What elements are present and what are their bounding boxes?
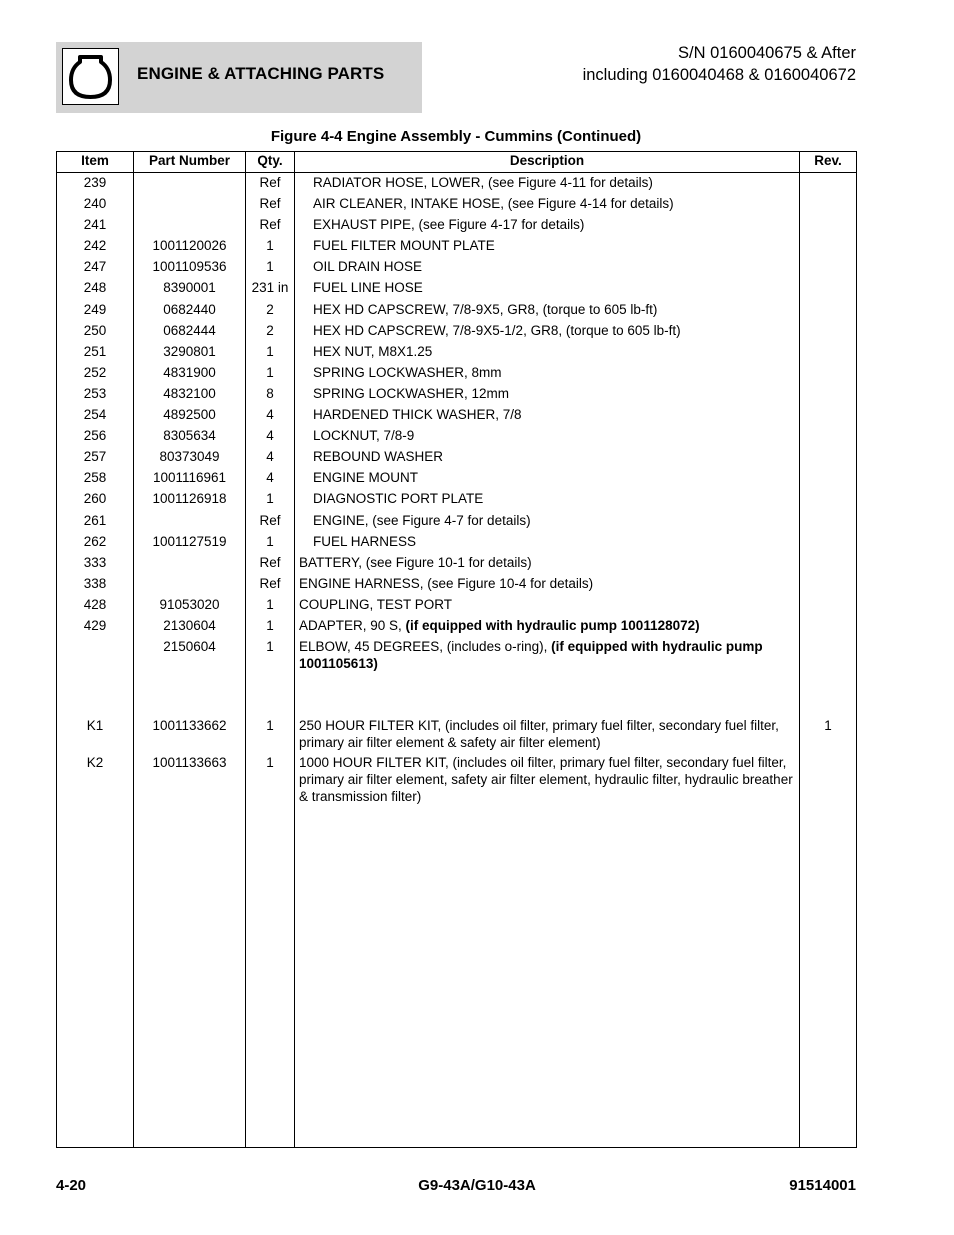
description-cell: FUEL LINE HOSE: [295, 278, 800, 299]
qty-cell: 231 in: [246, 278, 295, 299]
description-cell: SPRING LOCKWASHER, 8mm: [295, 363, 800, 384]
part-number-cell: [134, 215, 246, 236]
part-number-cell: [134, 574, 246, 595]
table-row: [57, 342, 857, 363]
description-cell: [295, 637, 800, 716]
rev-cell: [800, 511, 857, 532]
col-header-part-number: Part Number: [134, 152, 246, 173]
engine-section-icon: [62, 48, 119, 105]
part-number-cell: 4831900: [134, 363, 246, 384]
description-cell: 1000 HOUR FILTER KIT, (includes oil filter, primary fuel filter, secondary fuel filter, primary air filter element, safety air filter element, hydraulic filter, hydraulic breather & transmission filter): [295, 753, 800, 1147]
item-cell: 240: [57, 194, 134, 215]
part-number-cell: 8390001: [134, 278, 246, 299]
item-cell: 262: [57, 532, 134, 553]
item-cell: 260: [57, 489, 134, 510]
part-number-cell: 1001116961: [134, 468, 246, 489]
description-note: (if equipped with hydraulic pump 1001105613): [299, 639, 763, 672]
description-cell: 250 HOUR FILTER KIT, (includes oil filter, primary fuel filter, secondary fuel filter, primary air filter element & safety air filter element): [295, 716, 800, 753]
description-text: ADAPTER, 90 S,: [299, 617, 406, 633]
rev-cell: [800, 215, 857, 236]
item-cell: 253: [57, 384, 134, 405]
rev-cell: [800, 384, 857, 405]
item-cell: 256: [57, 426, 134, 447]
table-row: [57, 716, 857, 753]
table-row: [57, 553, 857, 574]
rev-cell: [800, 342, 857, 363]
rev-cell: [800, 574, 857, 595]
rev-cell: [800, 637, 857, 716]
item-cell: 258: [57, 468, 134, 489]
qty-cell: 1: [246, 257, 295, 278]
part-number-cell: [134, 511, 246, 532]
table-row: [57, 215, 857, 236]
rev-cell: [800, 426, 857, 447]
table-row: [57, 384, 857, 405]
part-number-cell: 91053020: [134, 595, 246, 616]
item-cell: 254: [57, 405, 134, 426]
item-cell: 261: [57, 511, 134, 532]
part-number-cell: 4892500: [134, 405, 246, 426]
part-number-cell: 1001127519: [134, 532, 246, 553]
description-cell: COUPLING, TEST PORT: [295, 595, 800, 616]
qty-cell: Ref: [246, 574, 295, 595]
description-cell: DIAGNOSTIC PORT PLATE: [295, 489, 800, 510]
part-number-cell: [134, 173, 246, 195]
col-header-description: Description: [295, 152, 800, 173]
item-cell: 428: [57, 595, 134, 616]
table-row: [57, 405, 857, 426]
qty-cell: 1: [246, 616, 295, 637]
table-row: [57, 173, 857, 195]
rev-cell: [800, 278, 857, 299]
qty-cell: 1: [246, 716, 295, 753]
qty-cell: 1: [246, 637, 295, 716]
table-row: [57, 616, 857, 637]
table-row: [57, 300, 857, 321]
item-cell: 248: [57, 278, 134, 299]
qty-cell: 4: [246, 426, 295, 447]
item-cell: K2: [57, 753, 134, 1147]
qty-cell: Ref: [246, 511, 295, 532]
rev-cell: [800, 405, 857, 426]
rev-cell: [800, 553, 857, 574]
qty-cell: 2: [246, 300, 295, 321]
description-cell: ENGINE HARNESS, (see Figure 10-4 for details): [295, 574, 800, 595]
qty-cell: Ref: [246, 553, 295, 574]
description-cell: LOCKNUT, 7/8-9: [295, 426, 800, 447]
qty-cell: 1: [246, 236, 295, 257]
table-row: [57, 363, 857, 384]
table-row: [57, 574, 857, 595]
qty-cell: 1: [246, 753, 295, 1147]
rev-cell: [800, 236, 857, 257]
table-row: [57, 532, 857, 553]
rev-cell: [800, 468, 857, 489]
rev-cell: [800, 753, 857, 1147]
description-note: (if equipped with hydraulic pump 1001128072): [405, 617, 700, 633]
table-header-row: [57, 152, 857, 173]
page-number: 4-20: [56, 1177, 87, 1194]
item-cell: 249: [57, 300, 134, 321]
serial-number-range: [583, 42, 856, 86]
table-row: [57, 426, 857, 447]
part-number-cell: 0682440: [134, 300, 246, 321]
description-cell: HEX HD CAPSCREW, 7/8-9X5-1/2, GR8, (torque to 605 lb-ft): [295, 321, 800, 342]
rev-cell: [800, 489, 857, 510]
part-number-cell: 1001126918: [134, 489, 246, 510]
col-header-rev: Rev.: [800, 152, 857, 173]
qty-cell: 4: [246, 447, 295, 468]
table-row: [57, 257, 857, 278]
table-row: [57, 489, 857, 510]
qty-cell: 2: [246, 321, 295, 342]
part-number-cell: 0682444: [134, 321, 246, 342]
qty-cell: 1: [246, 489, 295, 510]
item-cell: 257: [57, 447, 134, 468]
description-cell: HARDENED THICK WASHER, 7/8: [295, 405, 800, 426]
item-cell: K1: [57, 716, 134, 753]
item-cell: 250: [57, 321, 134, 342]
qty-cell: 1: [246, 595, 295, 616]
rev-cell: [800, 321, 857, 342]
item-cell: 252: [57, 363, 134, 384]
description-cell: ENGINE, (see Figure 4-7 for details): [295, 511, 800, 532]
part-number-cell: 2130604: [134, 616, 246, 637]
part-number-cell: 1001133663: [134, 753, 246, 1147]
table-row: [57, 278, 857, 299]
qty-cell: Ref: [246, 215, 295, 236]
table-row: [57, 236, 857, 257]
parts-table: [56, 151, 857, 1148]
serial-line-1: S/N 0160040675 & After: [678, 44, 856, 62]
table-row: [57, 321, 857, 342]
description-cell: RADIATOR HOSE, LOWER, (see Figure 4-11 for details): [295, 173, 800, 195]
table-row: [57, 753, 857, 1147]
part-number-cell: 1001133662: [134, 716, 246, 753]
rev-cell: [800, 173, 857, 195]
description-text: ELBOW, 45 DEGREES, (includes o-ring),: [299, 639, 552, 655]
rev-cell: [800, 447, 857, 468]
document-number: 91514001: [789, 1177, 856, 1194]
description-cell: [295, 616, 800, 637]
rev-cell: [800, 363, 857, 384]
section-title: ENGINE & ATTACHING PARTS: [137, 64, 385, 83]
part-number-cell: 3290801: [134, 342, 246, 363]
rev-cell: [800, 595, 857, 616]
description-cell: FUEL FILTER MOUNT PLATE: [295, 236, 800, 257]
description-cell: HEX HD CAPSCREW, 7/8-9X5, GR8, (torque to 605 lb-ft): [295, 300, 800, 321]
description-cell: ENGINE MOUNT: [295, 468, 800, 489]
qty-cell: 4: [246, 468, 295, 489]
part-number-cell: 8305634: [134, 426, 246, 447]
item-cell: 242: [57, 236, 134, 257]
item-cell: [57, 637, 134, 716]
item-cell: 247: [57, 257, 134, 278]
col-header-qty: Qty.: [246, 152, 295, 173]
description-cell: EXHAUST PIPE, (see Figure 4-17 for details): [295, 215, 800, 236]
qty-cell: Ref: [246, 173, 295, 195]
qty-cell: 4: [246, 405, 295, 426]
item-cell: 239: [57, 173, 134, 195]
description-cell: AIR CLEANER, INTAKE HOSE, (see Figure 4-14 for details): [295, 194, 800, 215]
rev-cell: [800, 616, 857, 637]
part-number-cell: 4832100: [134, 384, 246, 405]
rev-cell: [800, 194, 857, 215]
description-cell: FUEL HARNESS: [295, 532, 800, 553]
item-cell: 241: [57, 215, 134, 236]
description-cell: SPRING LOCKWASHER, 12mm: [295, 384, 800, 405]
description-cell: HEX NUT, M8X1.25: [295, 342, 800, 363]
qty-cell: 1: [246, 342, 295, 363]
table-row: [57, 637, 857, 716]
part-number-cell: 2150604: [134, 637, 246, 716]
table-row: [57, 511, 857, 532]
description-cell: OIL DRAIN HOSE: [295, 257, 800, 278]
qty-cell: 1: [246, 363, 295, 384]
serial-line-2: including 0160040468 & 0160040672: [582, 66, 856, 84]
part-number-cell: 80373049: [134, 447, 246, 468]
item-cell: 251: [57, 342, 134, 363]
qty-cell: 8: [246, 384, 295, 405]
rev-cell: [800, 257, 857, 278]
part-number-cell: 1001109536: [134, 257, 246, 278]
model-number: G9-43A/G10-43A: [418, 1177, 536, 1194]
description-cell: BATTERY, (see Figure 10-1 for details): [295, 553, 800, 574]
part-number-cell: [134, 553, 246, 574]
qty-cell: Ref: [246, 194, 295, 215]
qty-cell: 1: [246, 532, 295, 553]
item-cell: 338: [57, 574, 134, 595]
item-cell: 333: [57, 553, 134, 574]
table-row: [57, 447, 857, 468]
part-number-cell: [134, 194, 246, 215]
part-number-cell: 1001120026: [134, 236, 246, 257]
table-row: [57, 595, 857, 616]
table-row: [57, 468, 857, 489]
rev-cell: 1: [800, 716, 857, 753]
rev-cell: [800, 300, 857, 321]
item-cell: 429: [57, 616, 134, 637]
description-cell: REBOUND WASHER: [295, 447, 800, 468]
figure-title: Figure 4-4 Engine Assembly - Cummins (Continued): [270, 128, 642, 145]
col-header-item: Item: [57, 152, 134, 173]
table-row: [57, 194, 857, 215]
rev-cell: [800, 532, 857, 553]
